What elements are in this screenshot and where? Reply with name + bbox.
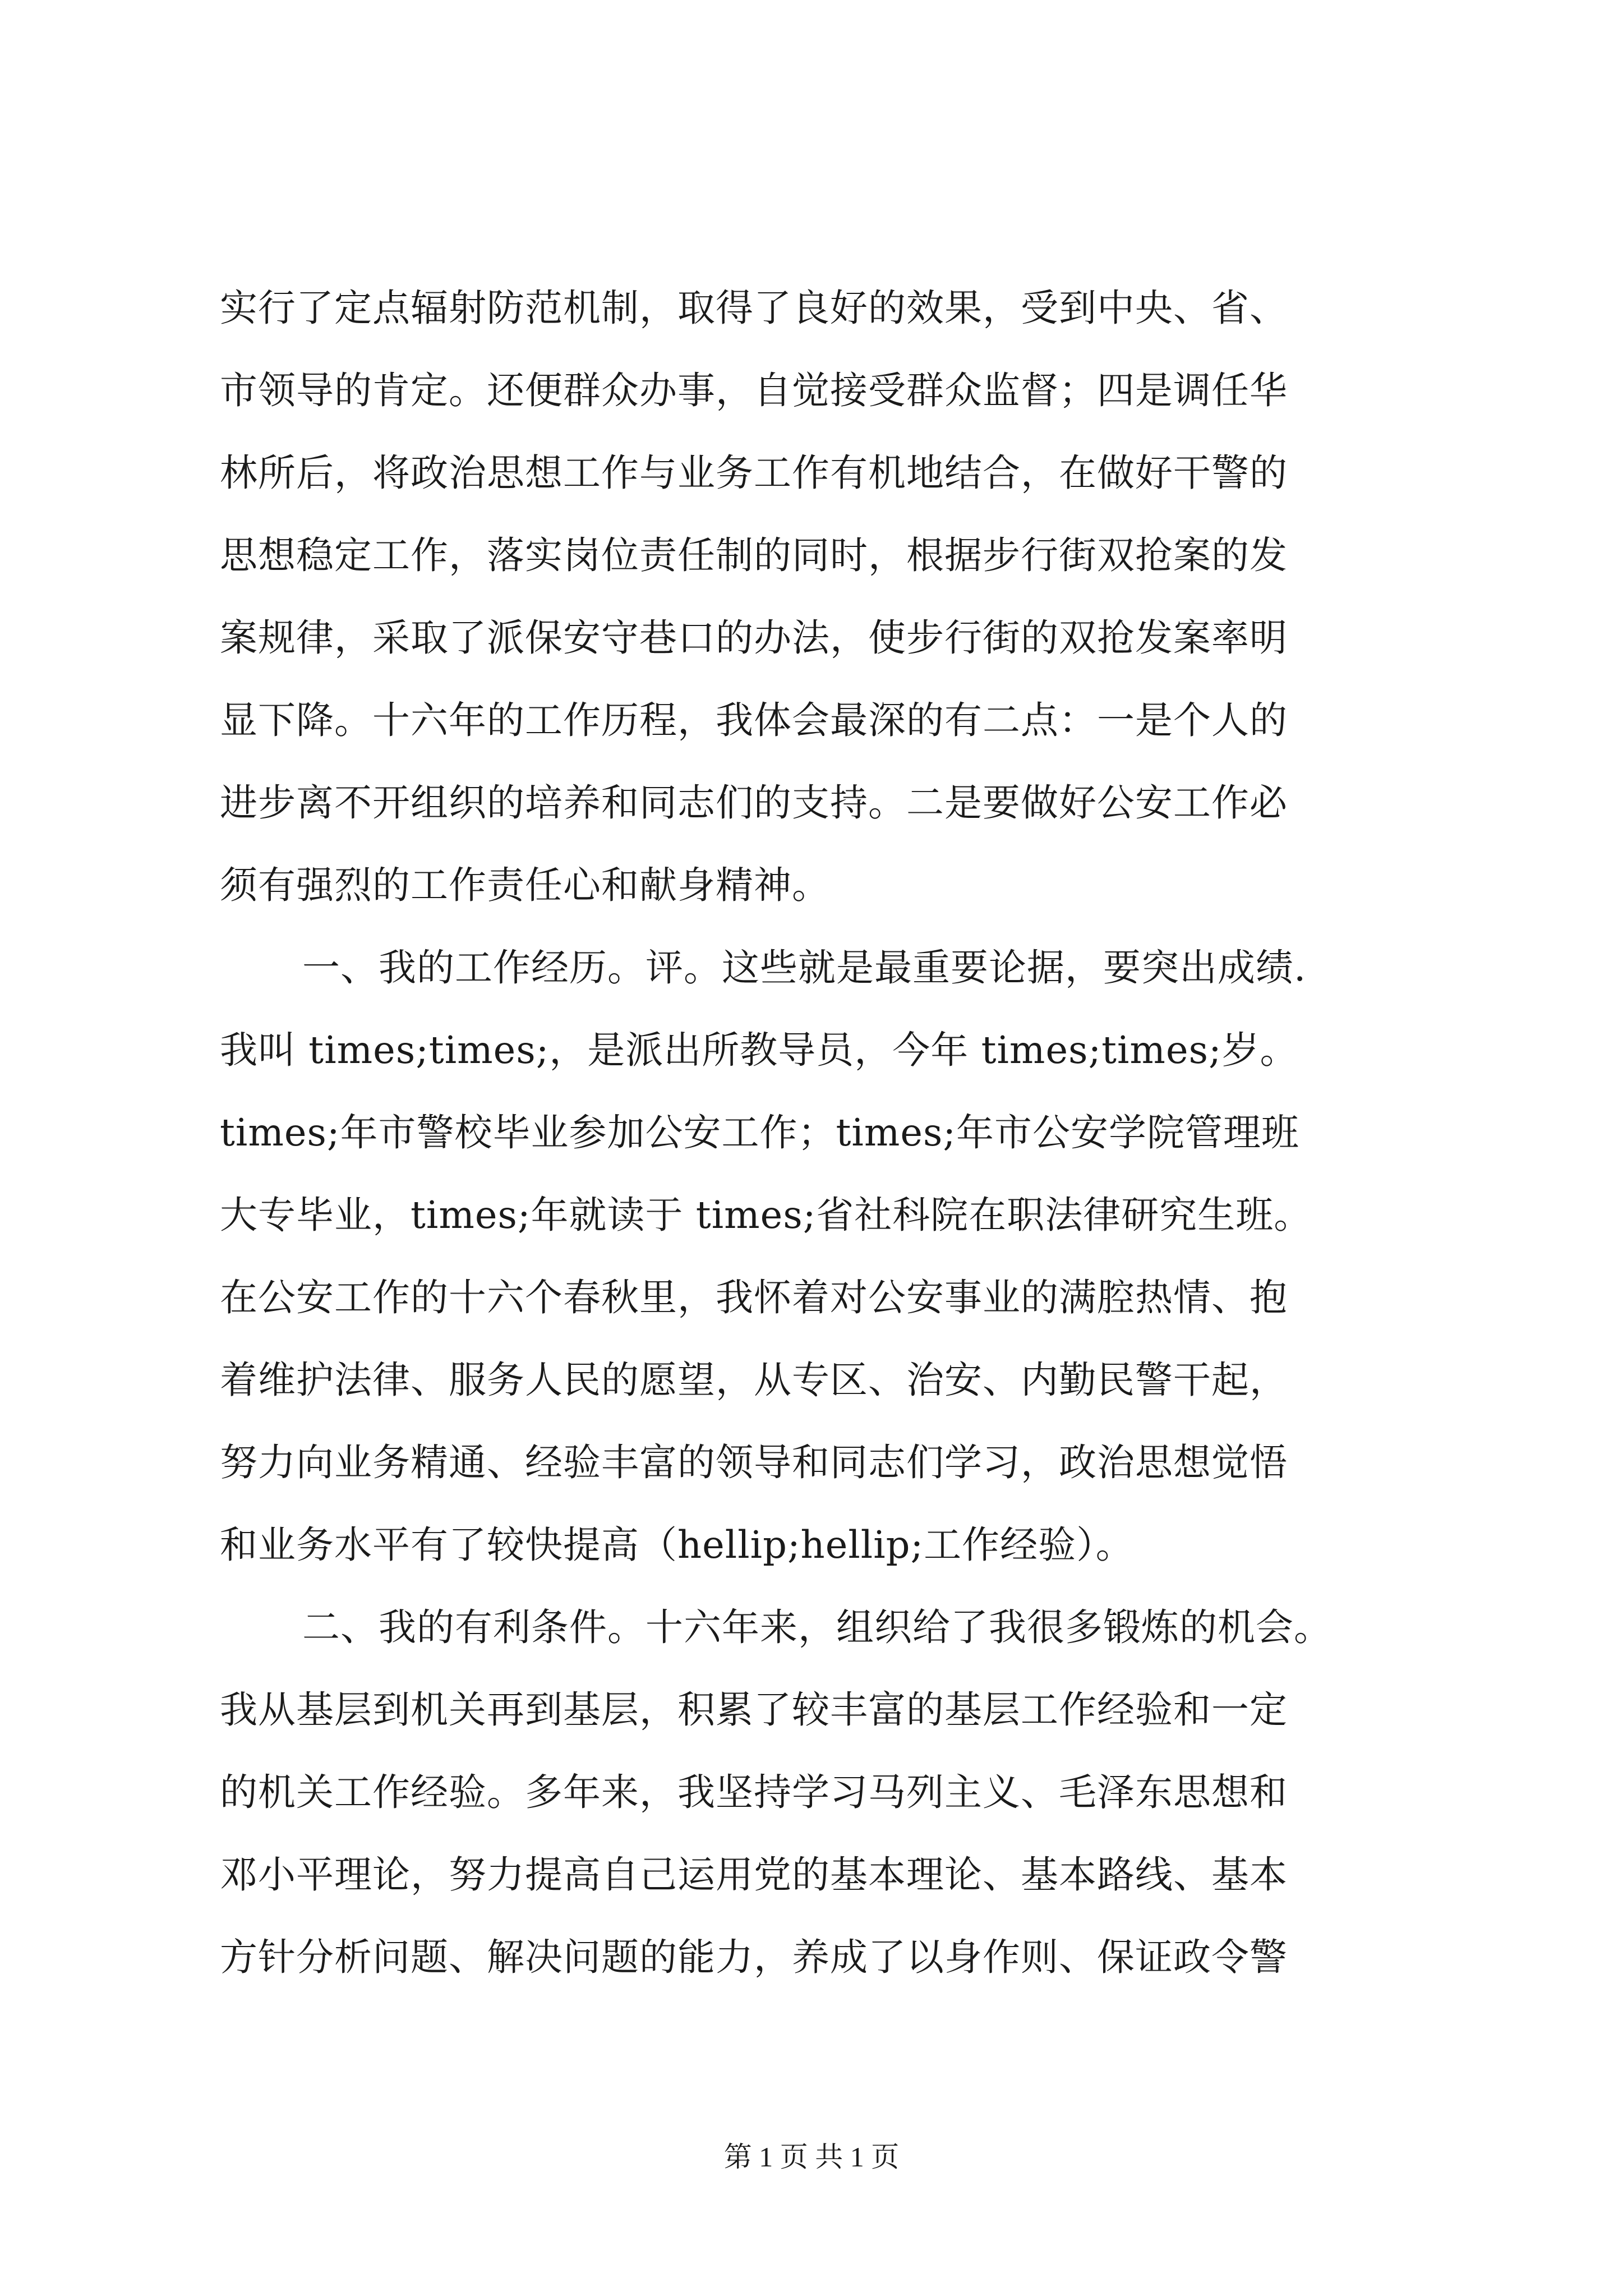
section-2-first-line: 二、我的有利条件。十六年来，组织给了我很多锻炼的机会。 [302,1605,1332,1649]
section-1-first-line: 一、我的工作经历。评。这些就是最重要论据，要突出成绩. [302,946,1307,990]
text-line-16: 和业务水平有了较快提高（hellip;hellip;工作经验）。 [220,1523,1134,1567]
text-line-18: 我从基层到机关再到基层，积累了较丰富的基层工作经验和一定 [220,1688,1288,1732]
text-line-2: 市领导的肯定。还便群众办事，自觉接受群众监督；四是调任华 [220,369,1288,412]
text-line-14: 着维护法律、服务人民的愿望，从专区、治安、内勤民警干起， [220,1358,1288,1402]
text-line-4: 思想稳定工作，落实岗位责任制的同时，根据步行街双抢案的发 [220,533,1288,577]
text-line-20: 邓小平理论，努力提高自己运用党的基本理论、基本路线、基本 [220,1853,1288,1897]
text-line-6: 显下降。十六年的工作历程，我体会最深的有二点：一是个人的 [220,698,1288,742]
body-text [220,267,1431,1999]
text-line-1: 实行了定点辐射防范机制，取得了良好的效果，受到中央、省、 [220,286,1288,330]
text-line-13: 在公安工作的十六个春秋里，我怀着对公安事业的满腔热情、抱 [220,1276,1288,1319]
text-line-21: 方针分析问题、解决问题的能力，养成了以身作则、保证政令警 [220,1935,1288,1979]
text-line-5: 案规律，采取了派保安守巷口的办法，使步行街的双抢发案率明 [220,616,1288,660]
text-line-10: 我叫 times;times;，是派出所教导员，今年 times;times;岁。 [220,1028,1298,1072]
text-line-7: 进步离不开组织的培养和同志们的支持。二是要做好公安工作必 [220,781,1288,825]
page-number-footer: 第 1 页 共 1 页 [723,2141,900,2173]
text-line-15: 努力向业务精通、经验丰富的领导和同志们学习，政治思想觉悟 [220,1441,1288,1484]
text-line-12: 大专毕业，times;年就读于 times;省社科院在职法律研究生班。 [220,1193,1312,1237]
text-line-3: 林所后，将政治思想工作与业务工作有机地结合，在做好干警的 [220,451,1288,495]
text-line-19: 的机关工作经验。多年来，我坚持学习马列主义、毛泽东思想和 [220,1770,1288,1814]
text-line-8: 须有强烈的工作责任心和献身精神。 [220,863,830,907]
text-line-11: times;年市警校毕业参加公安工作；times;年市公安学院管理班 [220,1111,1299,1154]
